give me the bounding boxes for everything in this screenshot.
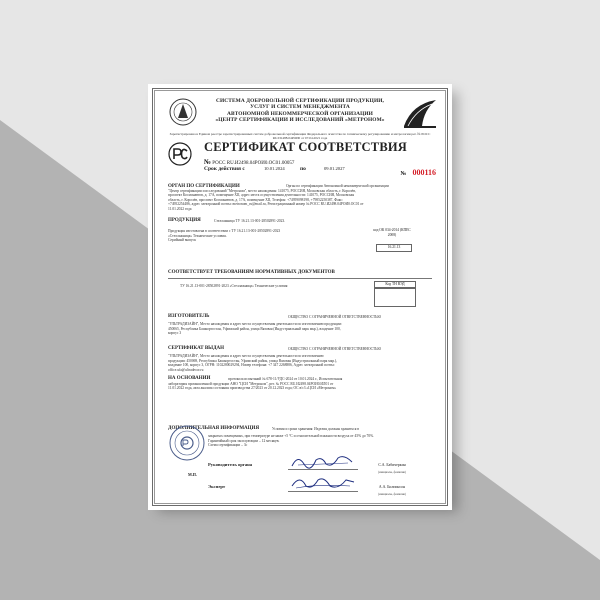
product-details: [168, 229, 368, 243]
product-line: «Стеллажница» Технические условия.: [168, 233, 227, 238]
blank-serial-number: [400, 168, 436, 177]
manufacturer-line: 450065, Республика Башкортостан, Уфимский район, улица Вязовая (Индустриальный парк мкр.), владение 100,: [168, 326, 341, 331]
head-signature-icon: [288, 452, 358, 470]
validity-to-label: по: [300, 166, 306, 172]
requirements-rule: [168, 278, 432, 279]
mp-label: М.П.: [188, 472, 197, 477]
header-line-3: АВТОНОМНОЙ НЕКОММЕРЧЕСКОЙ ОРГАНИЗАЦИИ: [227, 110, 373, 117]
basis-line: протокола испытаний № 678-11/УДС-2024 от 10.01.2024 г., Испытательная: [228, 377, 343, 381]
expert-name-caption: (инициалы, фамилия): [378, 492, 406, 496]
certificate-number: РОСС RU.И2498.04РОИ0.ОС01.00057: [212, 161, 295, 166]
serial-label: №: [400, 171, 407, 177]
organ-line: "Центр сертификации и исследований "Метроном", место нахождения: 141075, РОССИЯ, Московская область, г. Королёв,: [168, 188, 356, 193]
validity-line: [204, 166, 345, 172]
issued-to-line: "УЛЬТРАДИЗАЙН", Место нахождения и адрес места осуществления деятельности по изготовлению: [168, 354, 324, 358]
basis-label: НА ОСНОВАНИИ: [168, 376, 211, 381]
expert-label: Эксперт: [208, 484, 226, 489]
head-name-caption: (инициалы, фамилия): [378, 470, 406, 474]
expert-signature-icon: [288, 474, 358, 492]
organ-line: 11.01.2022 года: [168, 206, 192, 211]
okpd-box-label: код ОК 034-2014 (КПЕС 2008): [373, 228, 411, 237]
requirements-text: ТУ 16.21.13-001-28502891-2023 «Стеллажница» Технические условия: [180, 284, 288, 288]
header-line-1: СИСТЕМА ДОБРОВОЛЬНОЙ СЕРТИФИКАЦИИ ПРОДУКЦИИ,: [216, 98, 384, 104]
organ-stamp-icon: [168, 424, 206, 462]
basis-line: 11.01.2022 года, акта анализа состояния производства 27/2023 от 20.12.2023 года; ОС в/с3 «ЦСИ «Метроном»: [168, 386, 337, 391]
number-sign: №: [204, 158, 212, 166]
basis-line: лаборатория промышленной продукции АНО "ЦСИ "Метроном", рег. № РОСС RU.И2498.04РОИ0.ИЛ01 от: [168, 381, 334, 386]
metronom-logo-icon: [166, 96, 210, 130]
issued-to-details: [168, 354, 432, 372]
additional-info-label: ДОПОЛНИТЕЛЬНАЯ ИНФОРМАЦИЯ: [168, 426, 260, 431]
wing-emblem-icon: [402, 96, 438, 130]
manufacturer-label: ИЗГОТОВИТЕЛЬ: [168, 314, 210, 319]
validity-label: Срок действия с: [204, 166, 245, 172]
additional-line: Гарантийный срок эксплуатации – 12 месяцев.: [208, 438, 280, 443]
manufacturer-name: ОБЩЕСТВО С ОГРАНИЧЕННОЙ ОТВЕТСТВЕННОСТЬЮ: [288, 315, 382, 319]
additional-line: Схема сертификации – 3с: [208, 443, 248, 448]
product-label: ПРОДУКЦИЯ: [168, 218, 201, 223]
basis-details: [168, 377, 432, 391]
validity-from: 10.01.2024: [264, 166, 285, 171]
head-of-organ-label: Руководитель органа: [208, 462, 253, 467]
okpd-code: 16.21.13: [376, 244, 412, 252]
rc-certification-mark-icon: [168, 142, 192, 166]
certificate-title: СЕРТИФИКАТ СООТВЕТСТВИЯ: [204, 140, 408, 154]
serial-value: 000116: [412, 168, 436, 177]
organ-label: ОРГАН ПО СЕРТИФИКАЦИИ: [168, 184, 240, 189]
requirements-label: СООТВЕТСТВУЕТ ТРЕБОВАНИЯМ НОРМАТИВНЫХ ДОКУМЕНТОВ: [168, 270, 335, 275]
product-line: Серийный выпуск: [168, 238, 197, 243]
certification-system-header: [210, 98, 390, 124]
title-row: [168, 140, 432, 180]
manufacturer-line: "УЛЬТРАДИЗАЙН", Место нахождения и адрес места осуществления деятельности по изготовлению продукции:: [168, 322, 342, 326]
manufacturer-details: [168, 322, 432, 336]
tn-ved-empty-box: [374, 287, 416, 307]
organ-line: проспект Космонавтов, д. 17А, помещение XII, адрес места осуществления деятельности: 141075, РОССИЯ, Московская: [168, 193, 355, 198]
expert-signature-rule: [288, 491, 358, 492]
tn-ved-box: Код ТН ВЭД: [374, 281, 416, 289]
issued-to-line: продукции: 450069, Республика Башкортостан, Уфимский район, улица Вязовая (Индустриальный парк мкр.),: [168, 358, 338, 363]
additional-line: закрытых помещениях, при температуре не ниже +5 °С и относительной влажности воздуха от 45% до 70%.: [208, 434, 375, 438]
certificate-number-line: [204, 158, 294, 166]
organ-line: +74952254486, адрес электронной почты: metronom_ru@mail.ru, Регистрационный номер № РОСС RU.И2498.04РОИ0.ОС01 от: [168, 202, 364, 207]
registration-note: Зарегистрирована в Едином реестре зарегистрированных систем добровольной сертификации Федерального агентства по техническому регулированию и метрологии рег. № РОСС RU.И1488.04РОИ0 от 07.04.2021 года: [169, 132, 431, 141]
product-name: Стеллажница ТУ 16.21.13-001-28502891-2023.: [214, 219, 286, 223]
head-signature-rule: [288, 469, 358, 470]
validity-to: 09.01.2027: [324, 166, 345, 171]
header-line-4: «ЦЕНТР СЕРТИФИКАЦИИ И ИССЛЕДОВАНИЙ «МЕТРОНОМ»: [215, 117, 385, 124]
issued-to-line: владение 100, корпус 3, ОГРН: 1102280029294, Номер телефона: +7 347 2268886, Адрес электронной почты:: [168, 363, 335, 368]
additional-details: [168, 434, 432, 448]
product-line: Продукция изготовлена в соответствии с ТУ 16.21.13-001-28502891-2023: [168, 229, 281, 233]
certificate-document: [148, 84, 452, 510]
issued-to-label: СЕРТИФИКАТ ВЫДАН: [168, 346, 225, 351]
organ-line: Орган по сертификации Автономной некоммерческой организации: [286, 184, 389, 188]
manufacturer-line: корпус 3: [168, 331, 182, 336]
issued-to-name: ОБЩЕСТВО С ОГРАНИЧЕННОЙ ОТВЕТСТВЕННОСТЬЮ: [288, 347, 382, 351]
head-name: С.А. Бабичеркин: [378, 463, 406, 467]
header-line-2: УСЛУГ И СИСТЕМ МЕНЕДЖМЕНТА: [250, 104, 350, 111]
issued-to-line: office.ufa@ultradecor.ru: [168, 367, 204, 372]
additional-intro: Условия и сроки хранения: Изделия должны храниться в: [272, 427, 359, 431]
organ-line: область, г. Королёв, проспект Космонавтов, д. 17А, помещение XII, Телефон: +74959098198, +79852250387, Факс:: [168, 197, 343, 202]
expert-name: А.А. Билпинсон: [378, 485, 406, 489]
organ-details: [168, 184, 432, 212]
